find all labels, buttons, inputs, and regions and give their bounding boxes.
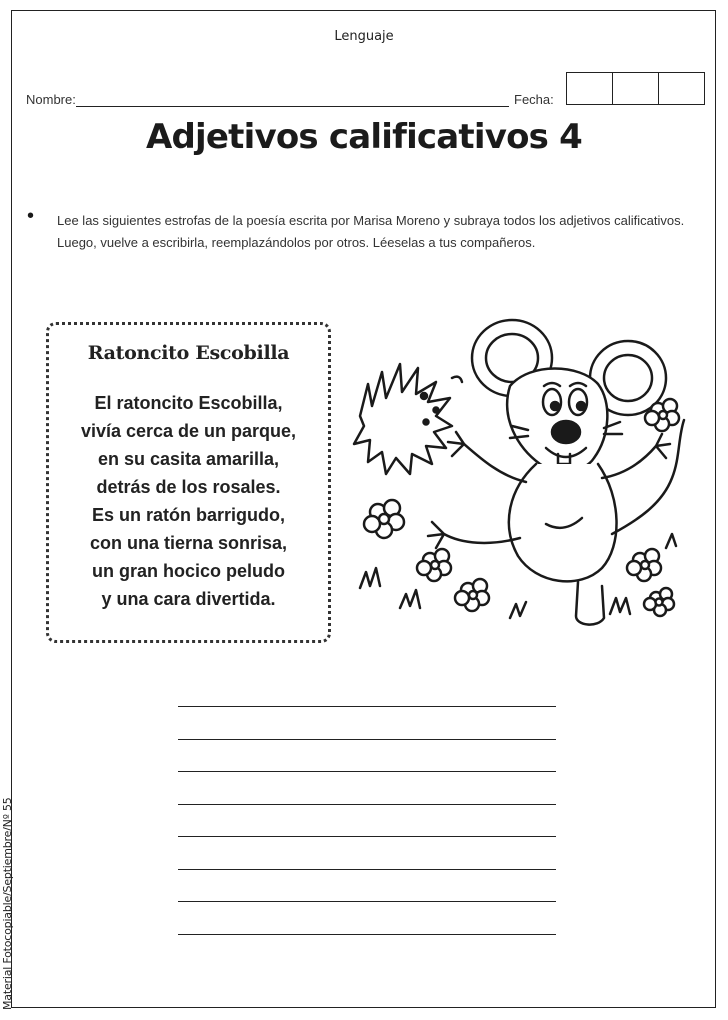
poem-line: en su casita amarilla,: [97, 449, 280, 469]
date-box-year[interactable]: [658, 72, 705, 105]
poem-title: Ratoncito Escobilla: [87, 342, 290, 364]
page-title: Adjetivos calificativos 4: [146, 117, 582, 157]
poem-box: [46, 322, 331, 643]
date-box-month[interactable]: [612, 72, 659, 105]
answer-line[interactable]: [178, 739, 556, 772]
poem-line: y una cara divertida.: [101, 589, 276, 609]
mouse-illustration-icon: [340, 298, 700, 638]
vertical-footer-text: Material Fotocopiable/Septiembre/Nº 55: [1, 797, 14, 1010]
poem-stanza: [49, 389, 328, 613]
date-boxes: [567, 72, 705, 105]
answer-line[interactable]: [178, 706, 556, 739]
name-label: Nombre:: [26, 92, 76, 107]
name-field[interactable]: [76, 106, 509, 107]
date-label: Fecha:: [514, 92, 554, 107]
answer-lines: [178, 706, 556, 966]
date-box-day[interactable]: [566, 72, 613, 105]
answer-line[interactable]: [178, 836, 556, 869]
poem-line: Es un ratón barrigudo,: [91, 505, 285, 525]
instructions-text: Lee las siguientes estrofas de la poesía escrita por Marisa Moreno y subraya todos los adjetivos calificativos. Luego, vuelve a escribirla, reemplazándolos por otros. Léeselas a tus compañeros.: [57, 213, 685, 250]
answer-line[interactable]: [178, 934, 556, 967]
subject-header: Lenguaje: [334, 29, 394, 44]
poem-line: con una tierna sonrisa,: [89, 533, 288, 553]
poem-line: El ratoncito Escobilla,: [94, 393, 283, 413]
poem-line: un gran hocico peludo: [92, 561, 285, 581]
answer-line[interactable]: [178, 869, 556, 902]
poem-line: vivía cerca de un parque,: [80, 421, 297, 441]
answer-line[interactable]: [178, 804, 556, 837]
answer-line[interactable]: [178, 771, 556, 804]
bullet-icon: •: [27, 205, 35, 227]
answer-line[interactable]: [178, 901, 556, 934]
poem-line: detrás de los rosales.: [96, 477, 281, 497]
